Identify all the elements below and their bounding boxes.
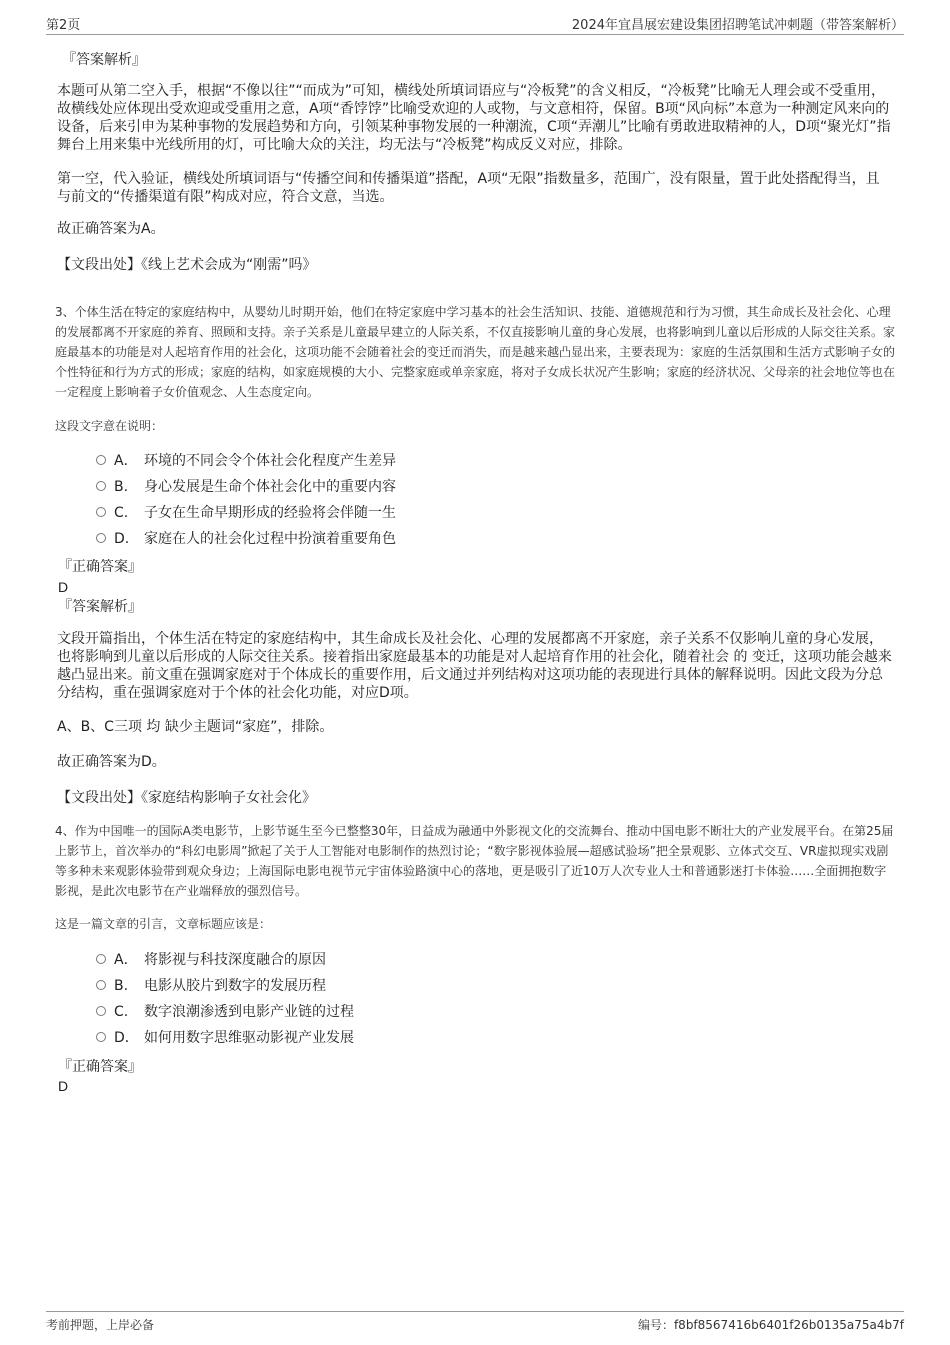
- option-text: 子女在生命早期形成的经验将会伴随一生: [144, 505, 396, 521]
- correct-answer: D: [58, 1078, 69, 1094]
- question-4-option-b[interactable]: [96, 976, 326, 996]
- option-text: 家庭在人的社会化过程中扮演着重要角色: [144, 531, 396, 547]
- analysis-label: 『答案解析』: [62, 52, 146, 68]
- document-title: 2024年宜昌展宏建设集团招聘笔试冲刺题（带答案解析）: [571, 18, 904, 33]
- document-code: 编号：f8bf8567416b6401f26b0135a75a4b7f: [637, 1318, 904, 1332]
- option-text: 将影视与科技深度融合的原因: [144, 952, 326, 968]
- question-3-analysis: 文段开篇指出，个体生活在特定的家庭结构中，其生命成长及社会化、心理的发展都离不开家庭，亲子关系不仅影响儿童的身心发展，也将影响到儿童以后形成的人际交往关系。接着指出家庭最基本的功能是对人起培育作用的社会化，随着社会 的 变迁，这项功能会越来越凸显出来。前文重在强调家庭对于个体成长的重要作用，后文通过并列结构对这项功能的表现进行具体的解释说明。因此文段为分总分结构，重在强调家庭对于个体的社会化功能，对应D项。: [57, 631, 892, 701]
- question-3-prompt: 这段文字意在说明：: [55, 419, 164, 433]
- question-3-option-b[interactable]: [96, 477, 396, 497]
- question-3-option-d[interactable]: [96, 529, 396, 549]
- option-letter: C.: [114, 1004, 129, 1020]
- correct-answer-label: 『正确答案』: [58, 559, 142, 575]
- question-3-option-a[interactable]: [96, 451, 396, 471]
- text-source: 【文段出处】《线上艺术会成为“刚需”吗》: [57, 257, 317, 273]
- option-text: 电影从胶片到数字的发展历程: [144, 978, 326, 994]
- question-4-prompt: 这是一篇文章的引言，文章标题应该是：: [55, 917, 272, 931]
- correct-answer-label: 『正确答案』: [58, 1059, 142, 1075]
- correct-answer: D: [58, 579, 69, 595]
- option-letter: C.: [114, 505, 129, 521]
- radio-icon[interactable]: [96, 980, 106, 990]
- option-text: 环境的不同会令个体社会化程度产生差异: [144, 453, 396, 469]
- option-text: 数字浪潮渗透到电影产业链的过程: [144, 1004, 354, 1020]
- analysis-label: 『答案解析』: [58, 599, 142, 615]
- question-3-exclusion: A、B、C三项 均 缺少主题词“家庭”，排除。: [57, 719, 334, 735]
- option-letter: A．: [114, 952, 138, 968]
- text-source: 【文段出处】《家庭结构影响子女社会化》: [57, 790, 316, 806]
- question-3-conclusion: 故正确答案为D。: [57, 754, 166, 770]
- radio-icon[interactable]: [96, 533, 106, 543]
- question-4-option-d[interactable]: [96, 1028, 354, 1048]
- page-header: [46, 14, 904, 35]
- option-letter: B.: [114, 978, 129, 994]
- page-number: 第2页: [46, 18, 81, 33]
- page-footer: [46, 1311, 904, 1336]
- option-letter: D.: [114, 531, 130, 547]
- radio-icon[interactable]: [96, 455, 106, 465]
- question-3-option-c[interactable]: [96, 503, 396, 523]
- question-4-option-a[interactable]: [96, 950, 326, 970]
- footer-slogan: 考前押题，上岸必备: [46, 1318, 155, 1332]
- option-text: 身心发展是生命个体社会化中的重要内容: [144, 479, 396, 495]
- option-letter: B.: [114, 479, 129, 495]
- question-4-option-c[interactable]: [96, 1002, 354, 1022]
- analysis-paragraph-1: 本题可从第二空入手，根据“不像以往”“而成为”可知，横线处所填词语应与“冷板凳”的含义相反，“冷板凳”比喻无人理会或不受重用，故横线处应体现出受欢迎或受重用之意，A项“香饽饽”比喻受欢迎的人或物，与文意相符，保留。B项“风向标”本意为一种测定风来向的设备，后来引申为某种事物的发展趋势和方向，引领某种事物发展的一种潮流，C项“弄潮儿”比喻有勇敢进取精神的人，D项“聚光灯”指舞台上用来集中光线所用的灯，可比喻大众的关注，均无法与“冷板凳”构成反义对应，排除。: [57, 83, 891, 153]
- radio-icon[interactable]: [96, 954, 106, 964]
- radio-icon[interactable]: [96, 507, 106, 517]
- analysis-paragraph-2: 第一空，代入验证，横线处所填词语与“传播空间和传播渠道”搭配，A项“无限”指数量多，范围广，没有限量，置于此处搭配得当，且与前文的“传播渠道有限”构成对应，符合文意，当选。: [57, 171, 880, 205]
- option-text: 如何用数字思维驱动影视产业发展: [144, 1030, 354, 1046]
- question-3-stem: 3、个体生活在特定的家庭结构中，从婴幼儿时期开始，他们在特定家庭中学习基本的社会生活知识、技能、道德规范和行为习惯，其生命成长及社会化、心理的发展都离不开家庭的养育、照顾和支持。亲子关系是儿童最早建立的人际关系，不仅直接影响儿童的身心发展，也将影响到儿童以后形成的人际交往关系。家庭最基本的功能是对人起培育作用的社会化，这项功能不会随着社会的变迁而消失，而是越来越凸显出来，主要表现为：家庭的生活氛围和生活方式影响子女的个性特征和行为方式的形成；家庭的结构，如家庭规模的大小、完整家庭或单亲家庭，将对子女成长状况产生影响；家庭的经济状况、父母亲的社会地位等也在一定程度上影响着子女价值观念、人生态度定向。: [55, 305, 896, 399]
- question-4-stem: 4、作为中国唯一的国际A类电影节，上影节诞生至今已整整30年，日益成为融通中外影视文化的交流舞台、推动中国电影不断壮大的产业发展平台。在第25届上影节上，首次举办的“科幻电影周”掀起了关于人工智能对电影制作的热烈讨论；“数字影视体验展—超感试验场”把全景观影、立体式交互、VR虚拟现实戏剧等多种未来观影体验带到观众身边；上海国际电影电视节元宇宙体验路演中心的落地，更是吸引了近10万人次专业人士和普通影迷打卡体验……全面拥抱数字影视，是此次电影节在产业端释放的强烈信号。: [55, 824, 894, 898]
- analysis-conclusion: 故正确答案为A。: [57, 221, 165, 237]
- option-letter: D．: [114, 1030, 139, 1046]
- radio-icon[interactable]: [96, 1006, 106, 1016]
- radio-icon[interactable]: [96, 481, 106, 491]
- radio-icon[interactable]: [96, 1032, 106, 1042]
- option-letter: A．: [114, 453, 138, 469]
